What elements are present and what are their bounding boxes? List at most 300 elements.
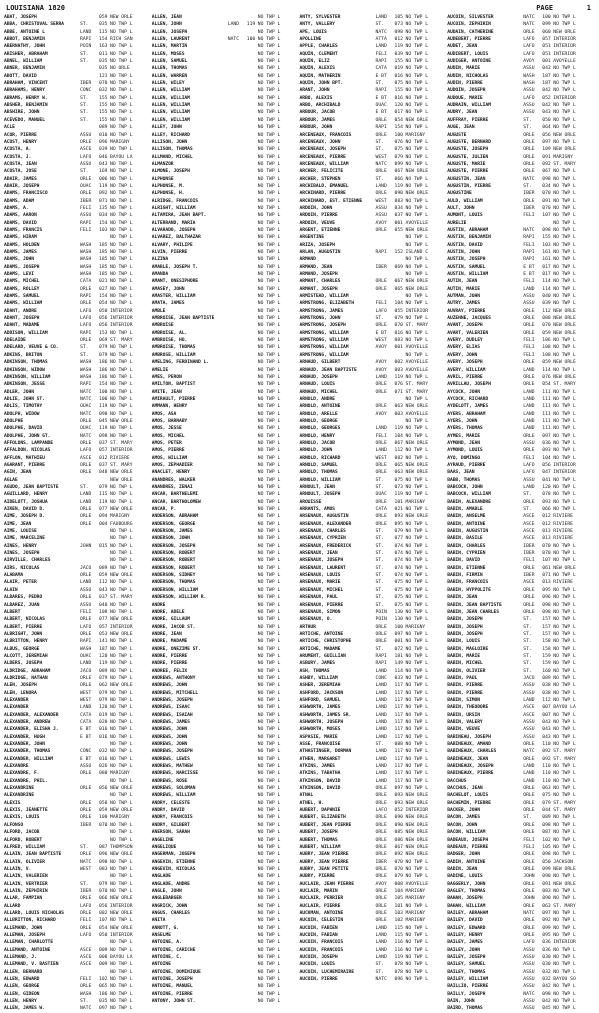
entry-township: NO TWP L	[257, 308, 281, 314]
entry-name: BAILEY, JOHN	[447, 947, 480, 953]
entry-name: AUCOIN, FABIEN	[299, 925, 338, 931]
entry-township: NO TWP L	[257, 462, 281, 468]
entry-township: NO TWP L	[405, 734, 429, 740]
index-entry	[152, 117, 300, 124]
index-entry	[447, 961, 595, 968]
index-entry	[447, 859, 595, 866]
index-entry	[300, 704, 448, 711]
entry-county: LAND	[375, 932, 387, 938]
entry-county: ASCE	[523, 536, 535, 542]
entry-name: AUMONT, LOUIS	[447, 213, 483, 219]
entry-township: NO TWP L	[553, 396, 576, 402]
entry-name: ANGEVIN, NICOLAS	[151, 866, 196, 872]
entry-page	[247, 322, 258, 329]
entry-township: NO TWP L	[553, 778, 576, 784]
entry-township: NO TWP L	[257, 316, 281, 322]
index-entry	[300, 330, 448, 337]
index-entry	[300, 814, 448, 821]
index-entry	[447, 646, 595, 653]
entry-township: NO TWP L	[553, 969, 576, 975]
entry-name: ABRAMS, HENRY W.	[4, 95, 48, 101]
entry-county: ORLE	[80, 440, 92, 446]
entry-township: NO TWP L	[257, 455, 281, 461]
entry-county: ASCE	[523, 705, 535, 711]
entry-township: NO TWP L	[110, 661, 133, 667]
entry-county	[228, 741, 247, 748]
entry-page: 075	[394, 595, 403, 601]
entry-name: ARNOLD, JACOB	[299, 440, 335, 446]
entry-name: AUBERT, DAPHNIE	[299, 808, 341, 814]
index-entry	[300, 367, 448, 374]
entry-township: NO TWP L	[257, 881, 281, 887]
entry-township: NO TWP L	[553, 793, 576, 799]
entry-name: ASHWORTH, JAMES SR.	[299, 712, 352, 718]
entry-county	[228, 609, 247, 616]
entry-page: 119	[99, 499, 108, 505]
entry-township: NO TWP L	[110, 866, 133, 872]
entry-township: NO TWP L	[553, 205, 576, 211]
index-entry	[152, 80, 300, 87]
entry-page	[247, 249, 258, 256]
index-entry	[300, 337, 448, 344]
entry-page	[99, 741, 110, 748]
entry-township: NO TWP L	[110, 117, 133, 123]
entry-name: ACOR, PIERRE	[4, 132, 37, 138]
entry-name: ANTONY, JOHN ST.	[151, 999, 196, 1005]
entry-township: NO TWP L	[405, 235, 429, 241]
index-entry	[152, 330, 300, 337]
entry-name: ADAIR, JOSEPH	[4, 183, 40, 189]
entry-page: 187	[99, 646, 108, 652]
entry-township: ST. MARY	[553, 903, 576, 909]
index-entry	[300, 425, 448, 432]
entry-township: NO TWP L	[553, 815, 576, 821]
entry-township: NO TWP L	[405, 396, 429, 402]
entry-page: 073	[394, 22, 403, 28]
entry-name: ADOLPHE, JOHN GT.	[4, 433, 51, 439]
entry-page: 119	[394, 44, 403, 50]
entry-county: FELI	[80, 918, 92, 924]
entry-page	[247, 646, 258, 653]
entry-page: 186	[99, 367, 108, 373]
entry-page: 050	[99, 932, 108, 938]
entry-township: NO TWP L	[405, 727, 429, 733]
entry-page: 067	[394, 279, 403, 285]
index-entry	[4, 734, 152, 741]
entry-name: ARGENT, ETIENNE	[299, 227, 341, 233]
entry-name: ARCENEAUX, WILLIAM	[299, 161, 349, 167]
entry-name: ABERNATHY, JOHN	[4, 44, 45, 50]
entry-name: AGARANT, PIERRE	[4, 462, 45, 468]
entry-county: NATC	[523, 15, 535, 20]
index-entry	[4, 859, 152, 866]
entry-county: ORLE	[375, 844, 387, 850]
entry-county: IBER	[80, 888, 92, 894]
entry-township: NO TWP L	[110, 830, 133, 836]
index-entry	[4, 587, 152, 594]
entry-name: ANDREWS, JOSEPH	[151, 697, 193, 703]
entry-county	[228, 109, 247, 116]
entry-name: ALLAIN, VALERIEN	[4, 874, 48, 880]
entry-township: NO TWP L	[257, 977, 281, 983]
entry-township: MARIGNY	[405, 896, 426, 902]
index-entry	[152, 308, 300, 315]
entry-name: AURELIE	[447, 220, 467, 226]
entry-township: NO TWP L	[257, 969, 281, 975]
index-entry	[447, 917, 595, 924]
entry-page: 045	[542, 1006, 551, 1012]
entry-county: FELI	[80, 609, 92, 615]
entry-township: ST. MARY	[110, 440, 133, 446]
entry-name: ALEXIS	[4, 800, 21, 806]
entry-county: LAND	[375, 44, 387, 50]
entry-township: NO TWP L	[257, 235, 281, 241]
entry-township: NEW ORLE	[553, 29, 576, 35]
index-entry	[447, 579, 595, 586]
entry-county: FELI	[80, 977, 92, 983]
entry-page	[395, 256, 406, 263]
entry-name: ARSENAUX, CYPRIEN	[299, 536, 346, 542]
entry-township: INTERIOR	[110, 316, 133, 322]
entry-county: WEST	[80, 866, 92, 872]
entry-township: NO TWP L	[110, 822, 133, 828]
entry-page	[247, 87, 258, 94]
entry-page	[247, 190, 258, 197]
entry-township: NO TWP L	[110, 294, 133, 300]
entry-county	[228, 829, 247, 836]
entry-page: 107	[542, 558, 551, 564]
entry-county	[228, 95, 247, 102]
index-entry	[300, 109, 448, 116]
entry-page: 048	[99, 470, 108, 476]
index-entry	[4, 888, 152, 895]
entry-county: E BT	[375, 110, 387, 116]
index-entry	[152, 315, 300, 322]
index-entry	[300, 256, 448, 263]
index-entry	[4, 381, 152, 388]
entry-township: NEW ORLE	[405, 279, 429, 285]
entry-township: NO TWP L	[110, 977, 133, 983]
entry-township: NO TWP L	[405, 59, 429, 65]
entry-name: ANERSON, SARAH	[151, 830, 190, 836]
entry-county	[228, 249, 247, 256]
index-entry	[300, 58, 448, 65]
entry-county: LAND	[375, 749, 387, 755]
entry-county: WEST	[80, 697, 92, 703]
entry-name: BABIN, ETIENNE	[447, 565, 486, 571]
entry-page: 039	[542, 301, 551, 307]
entry-page	[247, 535, 258, 542]
entry-page: 114	[394, 668, 403, 674]
entry-township: NO TWP L	[257, 382, 281, 388]
index-entry	[447, 682, 595, 689]
entry-township: NO TWP L	[110, 183, 133, 189]
entry-township: NO TWP L	[553, 418, 576, 424]
entry-county: RAPI	[80, 382, 92, 388]
index-entry	[4, 322, 152, 329]
entry-township: NO TWP L	[110, 205, 133, 211]
entry-page: 097	[542, 910, 551, 916]
entry-county	[376, 352, 395, 359]
entry-township: NO TWP L	[405, 705, 429, 711]
entry-township: NEW ORLE	[110, 786, 133, 792]
entry-county: ORLE	[523, 793, 535, 799]
index-entry	[300, 888, 448, 895]
index-entry	[300, 726, 448, 733]
entry-page: 079	[542, 800, 551, 806]
entry-township: NO TWP L	[257, 161, 281, 167]
index-entry	[152, 499, 300, 506]
index-entry	[447, 367, 595, 374]
entry-county	[228, 800, 247, 807]
entry-page: 013	[542, 536, 551, 542]
entry-township: INTERIOR	[553, 95, 576, 101]
entry-township: NO TWP L	[553, 771, 576, 777]
entry-township: NO TWP L	[405, 154, 429, 160]
page-title: LOUISIANA 1820	[6, 4, 66, 12]
entry-county: ASCE	[523, 712, 535, 718]
entry-name: BABB, THOMAS	[447, 477, 480, 483]
entry-township: NO TWP L	[257, 301, 281, 307]
entry-page: 057	[542, 37, 551, 43]
entry-page: 159	[542, 653, 551, 659]
entry-township: NO TWP L	[257, 837, 281, 843]
entry-township: NO TWP L	[405, 764, 429, 770]
index-entry	[4, 65, 152, 72]
entry-county: FELI	[523, 844, 535, 850]
entry-name: ALLEMAND, V. BASTIEN	[4, 962, 59, 968]
entry-name: AGIN, JEAN	[4, 470, 32, 476]
index-entry	[447, 506, 595, 513]
entry-name: ALLEN, THOMAS	[151, 66, 188, 72]
index-entry	[4, 550, 152, 557]
entry-page	[247, 146, 258, 153]
entry-name: AQUIN, JOHN BPT.	[299, 81, 344, 87]
entry-page: 093	[394, 514, 403, 520]
entry-county: IBER	[80, 198, 92, 204]
entry-county	[228, 602, 247, 609]
entry-county: LAND	[227, 22, 240, 28]
entry-township: NO TWP L	[405, 426, 429, 432]
entry-county: LAFO	[80, 448, 92, 454]
entry-name: AFFALDON, NICOLAS	[4, 448, 51, 454]
entry-township: NO TWP L	[257, 477, 281, 483]
entry-name: ANDERSON, SIDNEY	[151, 573, 196, 579]
entry-name: ADANT, JOSEPH	[4, 316, 40, 322]
entry-county	[228, 411, 247, 418]
entry-township: NO TWP L	[257, 213, 281, 219]
entry-page: 117	[394, 705, 403, 711]
entry-name: AQUIN, ALEXIS	[299, 66, 335, 72]
entry-township: NO TWP L	[405, 697, 429, 703]
entry-page: 079	[394, 154, 403, 160]
entry-township: NO TWP L	[405, 712, 429, 718]
entry-name: BABIN, ANTOINE	[447, 521, 486, 527]
entry-township: NO TWP L	[553, 617, 576, 623]
entry-county	[228, 300, 247, 307]
entry-page: 091	[542, 154, 551, 160]
entry-township: NO TWP L	[553, 712, 576, 718]
entry-page: 169	[99, 169, 108, 175]
entry-county: FELI	[375, 51, 387, 57]
entry-page	[247, 154, 258, 161]
index-entry	[152, 411, 300, 418]
entry-township: NO TWP L	[405, 264, 429, 270]
entry-county: ORLE	[80, 631, 92, 637]
entry-page: 117	[394, 749, 403, 755]
entry-county	[228, 690, 247, 697]
entry-name: ALBRITTON, HENRY	[4, 639, 48, 645]
index-entry	[300, 51, 448, 58]
entry-county	[228, 198, 247, 205]
entry-name: AMBROISE	[151, 323, 174, 329]
entry-page: 155	[394, 59, 403, 65]
entry-county: ST.	[80, 117, 89, 123]
entry-township: NO TWP L	[257, 793, 281, 799]
entry-name: AUGUSTE, PIERRE	[447, 169, 489, 175]
index-entry	[4, 513, 152, 520]
index-entry	[447, 359, 595, 366]
entry-name: ARSENAUX, PAUL	[299, 595, 338, 601]
entry-county: LAFO	[80, 323, 92, 329]
entry-name: AUTRY, JAMES	[447, 301, 480, 307]
index-entry	[4, 528, 152, 535]
entry-page	[247, 800, 258, 807]
entry-page: 094	[99, 514, 108, 520]
entry-county	[228, 337, 247, 344]
entry-township: ST. MARY	[553, 756, 576, 762]
entry-name: AUCOIN, LUCHEMIRAIRE	[299, 969, 354, 975]
entry-name: ARNAUD, JOSEPH	[299, 374, 338, 380]
entry-township: INTERIOR	[553, 44, 576, 50]
entry-township: NO TWP L	[553, 595, 576, 601]
index-entry	[447, 234, 595, 241]
index-entry	[300, 668, 448, 675]
index-entry	[152, 484, 300, 491]
entry-page: 119	[394, 426, 403, 432]
entry-name: BADEAUX, PIERRE	[447, 844, 489, 850]
index-entry	[447, 220, 595, 227]
entry-page: 016	[99, 727, 108, 733]
entry-township: NO TWP L	[553, 110, 576, 116]
entry-county: LAFO	[80, 154, 92, 160]
entry-township: NO TWP L	[110, 918, 133, 924]
index-entry	[4, 932, 152, 939]
entry-township: MARIGNY	[110, 514, 130, 520]
entry-township: NO TWP L	[257, 675, 281, 681]
entry-county	[228, 557, 247, 564]
entry-page	[247, 176, 258, 183]
index-entry	[447, 491, 595, 498]
entry-name: ANGELINE	[151, 837, 174, 843]
entry-township: NO TWP L	[257, 573, 281, 579]
index-entry	[300, 95, 448, 102]
entry-township: NO TWP L	[257, 440, 281, 446]
entry-page: 104	[394, 301, 403, 307]
entry-page	[247, 300, 258, 307]
entry-township: NO TWP L	[257, 191, 281, 197]
index-entry	[152, 932, 300, 939]
entry-page: 083	[394, 198, 403, 204]
index-entry	[447, 95, 595, 102]
index-entry	[300, 741, 448, 748]
entry-page: 067	[394, 844, 403, 850]
entry-county: ORLE	[523, 382, 535, 388]
entry-name: ARIZA, JOSEPH	[299, 242, 335, 248]
entry-county	[228, 528, 247, 535]
entry-township: NO TWP L	[257, 367, 281, 373]
entry-township: NO TWP L	[257, 198, 281, 204]
entry-page: 036	[542, 947, 551, 953]
entry-page: 093	[394, 800, 403, 806]
entry-page: 096	[394, 977, 403, 983]
entry-county: ASSU	[375, 213, 387, 219]
entry-township: NEW ORLE	[553, 147, 576, 153]
entry-township: NO TWP L	[553, 683, 576, 689]
entry-page: 088	[394, 742, 403, 748]
index-entry	[447, 881, 595, 888]
entry-name: ALVARADO, JOSEPH	[151, 227, 196, 233]
entry-page: 067	[394, 169, 403, 175]
index-entry	[152, 792, 300, 799]
entry-name: ANDREWS, JOHN	[151, 742, 188, 748]
entry-county	[80, 65, 99, 72]
index-entry	[152, 367, 300, 374]
entry-name: BABIN, VEUVE	[447, 727, 480, 733]
entry-township: NO TWP L	[110, 888, 133, 894]
index-entry	[300, 513, 448, 520]
entry-name: AUTIN, JEAN	[447, 279, 478, 285]
index-entry	[300, 14, 448, 21]
entry-name: ASHWORTH, JAMES	[299, 705, 341, 711]
entry-name: AUCOIN, FRANCOIS	[299, 947, 344, 953]
entry-name: AVERY, JOHN	[447, 352, 478, 358]
entry-page: 038	[542, 690, 551, 696]
index-entry	[300, 800, 448, 807]
entry-county: WASH	[80, 257, 92, 263]
entry-county: LAND	[375, 712, 387, 718]
entry-page: 098	[542, 991, 551, 997]
entry-township: NO TWP L	[257, 991, 281, 997]
entry-county: ST.	[523, 639, 532, 645]
entry-page: 102	[394, 918, 403, 924]
entry-county: ORLE	[375, 286, 387, 292]
entry-name: ARNOLD, ARELLE	[299, 411, 338, 417]
entry-page: 114	[542, 367, 551, 373]
index-entry	[152, 425, 300, 432]
index-entry	[447, 389, 595, 396]
entry-county	[228, 242, 247, 249]
index-column	[447, 14, 595, 1012]
entry-name: AVERY, ELIAS	[447, 345, 480, 351]
entry-county: CATA	[375, 66, 387, 72]
entry-township: NO TWP L	[405, 668, 429, 674]
entry-name: ARGENTINE	[299, 235, 324, 241]
entry-page: 090	[394, 822, 403, 828]
entry-township: NO TWP L	[553, 558, 576, 564]
entry-township: NO TWP L	[405, 977, 429, 983]
entry-page	[247, 969, 258, 976]
entry-page	[247, 756, 258, 763]
index-entry	[152, 293, 300, 300]
entry-county: LAFO	[523, 462, 535, 468]
entry-page: 111	[542, 396, 551, 402]
entry-page: 159	[542, 661, 551, 667]
index-entry	[4, 374, 152, 381]
entry-county: ORLE	[80, 800, 92, 806]
entry-page: 065	[99, 984, 108, 990]
entry-name: BABIN, VALERY	[447, 720, 483, 725]
